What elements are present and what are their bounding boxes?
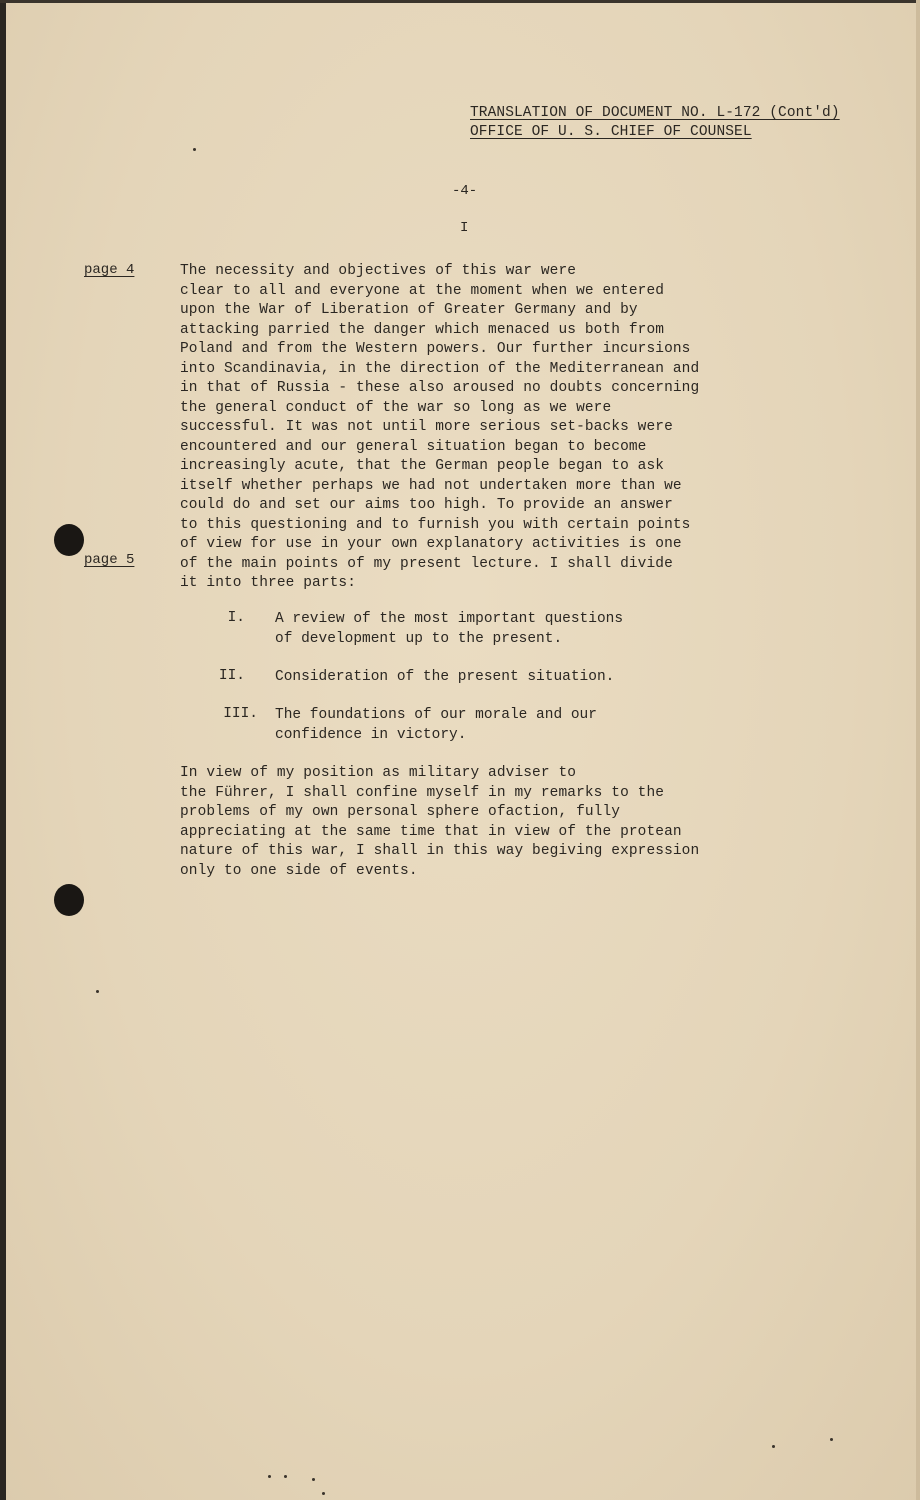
scan-edge-right (916, 0, 920, 1500)
list-item-text: Consideration of the present situation. (275, 669, 615, 685)
paper-speck (772, 1445, 775, 1448)
list-item-number: III. (223, 706, 258, 722)
list-item-number: II. (218, 668, 245, 684)
list-item-text: A review of the most important questions of development up to the present. (275, 611, 624, 647)
paper-speck (193, 148, 196, 151)
header-line-office: OFFICE OF U. S. CHIEF OF COUNSEL (470, 124, 752, 140)
paper-speck (268, 1475, 271, 1478)
margin-note-page-4: page 4 (84, 262, 135, 278)
document-header (470, 104, 840, 142)
section-number: I (460, 220, 469, 236)
paper-speck (322, 1492, 325, 1495)
punch-hole (54, 884, 84, 916)
margin-note-page-5: page 5 (84, 552, 135, 568)
page-number: -4- (452, 183, 478, 199)
paper-speck (96, 990, 99, 993)
paragraph-introduction: The necessity and objectives of this war were clear to all and everyone at the moment when we entered upon the War of Liberation of Greater Germany and by attacking parried the danger which menaced us both from Poland and from the Western powers. Our further incursions into Scandinavia, in the direction of the Mediterranean and in that of Russia - these also aroused no doubts concerning the general conduct of the war so long as we were successful. It was not until more serious set-backs were encountered and our general situation began to become increasingly acute, that the German people began to ask itself whether perhaps we had not undertaken more than we could do and set our aims too high. To provide an answer to this questioning and to furnish you with certain points of view for use in your own explanatory activities is one of the main points of my present lecture. I shall divide it into three parts: (180, 263, 700, 591)
list-item-number: I. (227, 610, 245, 626)
paper-speck (284, 1475, 287, 1478)
punch-hole (54, 524, 84, 556)
paper-speck (312, 1478, 315, 1481)
scan-edge-left (0, 0, 6, 1500)
paragraph-position: In view of my position as military adviser to the Führer, I shall confine myself in my remarks to the problems of my own personal sphere ofaction, fully appreciating at the same time that in view of the protean nature of this war, I shall in this way begiving expression only to one side of events. (180, 765, 700, 879)
list-item-text: The foundations of our morale and our confidence in victory. (275, 707, 597, 743)
paper-speck (830, 1438, 833, 1441)
scan-edge-top (0, 0, 920, 3)
header-line-translation: TRANSLATION OF DOCUMENT NO. L-172 (Cont'd) (470, 105, 840, 121)
